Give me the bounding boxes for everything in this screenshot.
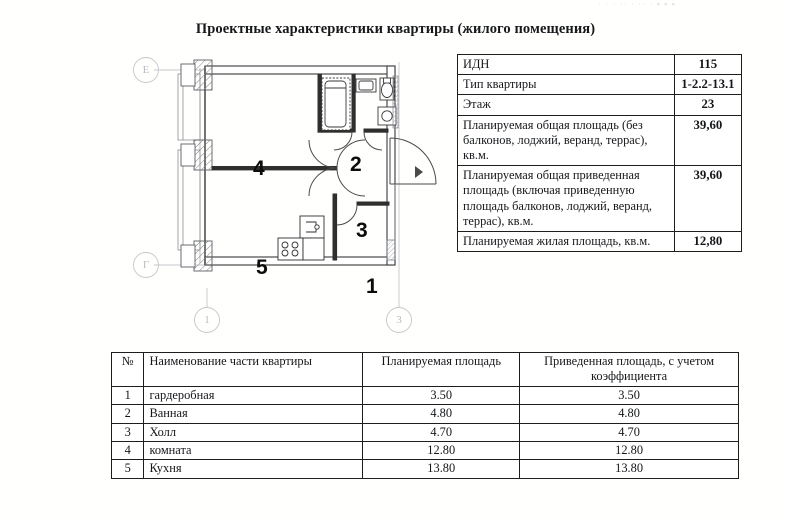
page-title: Проектные характеристики квартиры (жилого помещения) [195,21,596,37]
parts-cell-reduced: 3.50 [520,386,739,404]
floorplan-room-label-3: 3 [356,219,368,242]
parts-cell-reduced: 4.80 [520,405,739,423]
floorplan-room-label-5: 5 [256,256,268,279]
specification-table-body [458,55,742,252]
axis-label-bottom-right: 3 [396,314,402,326]
floorplan-drawing [128,52,450,344]
axis-label-left-bottom: Г [142,259,150,271]
spec-value-type: 1-2.2-13.1 [674,75,741,95]
plan-kitchen-fixtures [278,216,324,260]
floorplan-room-label-2: 2 [350,153,362,176]
parts-table [111,352,739,479]
spec-label-idn: ИДН [458,55,675,75]
parts-header-name: Наименование части квартиры [144,353,363,387]
table-row [112,460,739,478]
spec-value-reduced: 39,60 [674,166,741,232]
table-row [112,423,739,441]
parts-cell-no: 4 [112,442,144,460]
parts-table-container [111,352,739,479]
parts-cell-no: 1 [112,386,144,404]
spec-label-floor: Этаж [458,95,675,115]
parts-table-body [112,353,739,479]
spec-label-living: Планируемая жилая площадь, кв.м. [458,232,675,252]
table-row [458,232,742,252]
parts-cell-planned: 13.80 [363,460,520,478]
parts-header-no: № [112,353,144,387]
table-row [458,166,742,232]
table-row [112,405,739,423]
parts-cell-no: 3 [112,423,144,441]
table-row [458,55,742,75]
table-row [458,115,742,166]
parts-cell-name: Холл [144,423,363,441]
parts-cell-planned: 4.70 [363,423,520,441]
parts-cell-reduced: 4.70 [520,423,739,441]
parts-cell-no: 2 [112,405,144,423]
axis-label-bottom-left: 1 [204,314,210,326]
parts-cell-name: гардеробная [144,386,363,404]
spec-value-floor: 23 [674,95,741,115]
table-row [458,95,742,115]
table-header-row [112,353,739,387]
parts-cell-planned: 12.80 [363,442,520,460]
top-edge-artifact: · · · ·· · ·· · ▪ ▪ ▪ [598,0,676,9]
parts-cell-no: 5 [112,460,144,478]
spec-value-living: 12,80 [674,232,741,252]
parts-header-planned: Планируемая площадь [363,353,520,387]
parts-cell-planned: 4.80 [363,405,520,423]
spec-value-idn: 115 [674,55,741,75]
table-row [112,386,739,404]
table-row [458,75,742,95]
table-row [112,442,739,460]
parts-cell-name: Ванная [144,405,363,423]
floorplan-svg [128,52,450,344]
plan-right-hatch-wall [393,76,398,128]
parts-cell-name: Кухня [144,460,363,478]
plan-bathroom-fixtures [322,78,396,130]
parts-header-reduced: Приведенная площадь, с учетом коэффициента [520,353,739,387]
spec-value-total: 39,60 [674,115,741,166]
parts-cell-reduced: 13.80 [520,460,739,478]
spec-label-reduced: Планируемая общая приведенная площадь (включая приведенную площадь балконов, лоджий, веранд, террас), кв.м. [458,166,675,232]
spec-label-type: Тип квартиры [458,75,675,95]
floorplan-room-label-1: 1 [366,275,378,298]
floorplan-room-label-4: 4 [253,157,265,180]
spec-label-total: Планируемая общая площадь (без балконов, лоджий, веранд, террас), кв.м. [458,115,675,166]
plan-columns [181,60,212,271]
parts-cell-name: комната [144,442,363,460]
specification-table-container [457,54,742,252]
parts-cell-reduced: 12.80 [520,442,739,460]
parts-cell-planned: 3.50 [363,386,520,404]
specification-table [457,54,742,252]
plan-door-swings [309,132,436,225]
axis-label-left-top: Е [142,64,150,76]
